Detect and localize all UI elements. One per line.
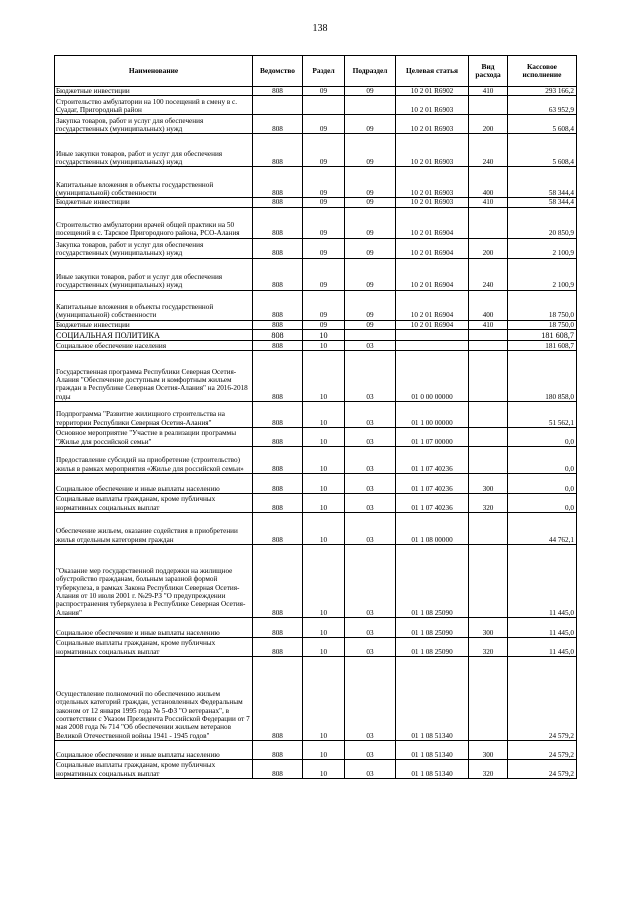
table-row	[55, 134, 577, 167]
table-row	[55, 493, 577, 512]
cell-expense-type: 300	[469, 617, 508, 637]
cell-expense-type: 410	[469, 87, 508, 96]
cell-target-article: 10 2 01 R6904	[396, 290, 469, 320]
cell-department: 808	[253, 258, 303, 290]
cell-department: 808	[253, 512, 303, 544]
cell-cash-execution: 181 608,7	[508, 329, 577, 340]
cell-department: 808	[253, 290, 303, 320]
cell-expense-type: 400	[469, 290, 508, 320]
cell-subsection: 09	[345, 320, 396, 329]
cell-section: 10	[303, 340, 345, 350]
cell-subsection: 09	[345, 238, 396, 258]
cell-subsection: 03	[345, 427, 396, 446]
cell-name: Государственная программа Республики Северная Осетия-Алания "Обеспечение доступным и комфортным жильем граждан в Республике Северная Осетия-Алания" на 2016-2018 годы	[55, 350, 253, 401]
cell-subsection: 09	[345, 134, 396, 167]
cell-section: 10	[303, 401, 345, 427]
cell-name: "Оказание мер государственной поддержки на жилищное обустройство гражданам, больным заразной формой туберкулеза, в рамках Закона Республики Северная Осетия-Алания от 10 июля 2001 г. №29-РЗ "О предупреждении распространения туберкулеза в Республике Северная Осетия-Алания"	[55, 544, 253, 617]
cell-name: Социальные выплаты гражданам, кроме публичных нормативных социальных выплат	[55, 637, 253, 656]
cell-target-article: 01 1 08 00000	[396, 512, 469, 544]
cell-department: 808	[253, 544, 303, 617]
cell-name: Социальные выплаты гражданам, кроме публичных нормативных социальных выплат	[55, 759, 253, 778]
cell-subsection: 03	[345, 637, 396, 656]
cell-name: Бюджетные инвестиции	[55, 320, 253, 329]
cell-section: 09	[303, 198, 345, 207]
table-row	[55, 238, 577, 258]
cell-section: 10	[303, 446, 345, 473]
cell-cash-execution: 0,0	[508, 473, 577, 493]
cell-name: Закупка товаров, работ и услуг для обеспечения государственных (муниципальных) нужд	[55, 115, 253, 134]
cell-name: Строительство амбулатории на 100 посещений в смену в с. Суадаг, Пригородный район	[55, 96, 253, 115]
cell-section: 10	[303, 637, 345, 656]
table-row	[55, 637, 577, 656]
cell-target-article: 01 1 08 51340	[396, 656, 469, 740]
cell-subsection: 03	[345, 493, 396, 512]
cell-section: 09	[303, 320, 345, 329]
cell-expense-type: 320	[469, 493, 508, 512]
cell-department: 808	[253, 340, 303, 350]
cell-target-article: 01 1 08 51340	[396, 740, 469, 759]
cell-cash-execution: 20 850,9	[508, 207, 577, 238]
cell-name: Обеспечение жильем, оказание содействия в приобретении жилья отдельным категориям граждан	[55, 512, 253, 544]
cell-department: 808	[253, 493, 303, 512]
col-header-target-article: Целевая статья	[396, 56, 469, 87]
cell-name: Социальное обеспечение и иные выплаты населению	[55, 473, 253, 493]
cell-section: 09	[303, 290, 345, 320]
cell-department: 808	[253, 87, 303, 96]
table-row	[55, 115, 577, 134]
cell-target-article: 01 0 00 00000	[396, 350, 469, 401]
cell-expense-type	[469, 401, 508, 427]
table-row	[55, 512, 577, 544]
cell-name: СОЦИАЛЬНАЯ ПОЛИТИКА	[55, 329, 253, 340]
col-header-name: Наименование	[55, 56, 253, 87]
cell-name: Социальное обеспечение и иные выплаты населению	[55, 617, 253, 637]
cell-department: 808	[253, 115, 303, 134]
table-header-row	[55, 56, 577, 87]
cell-expense-type: 400	[469, 167, 508, 198]
cell-section: 10	[303, 740, 345, 759]
cell-expense-type: 320	[469, 759, 508, 778]
cell-cash-execution: 24 579,2	[508, 740, 577, 759]
cell-section: 10	[303, 656, 345, 740]
cell-department: 808	[253, 740, 303, 759]
col-header-subsection: Подраздел	[345, 56, 396, 87]
cell-subsection: 03	[345, 340, 396, 350]
cell-cash-execution: 2 100,9	[508, 258, 577, 290]
cell-department: 808	[253, 427, 303, 446]
cell-target-article: 10 2 01 R6903	[396, 198, 469, 207]
table-row	[55, 87, 577, 96]
cell-section: 10	[303, 759, 345, 778]
cell-subsection: 09	[345, 207, 396, 238]
cell-cash-execution: 18 750,0	[508, 290, 577, 320]
cell-expense-type	[469, 207, 508, 238]
col-header-expense-type: Вид расхода	[469, 56, 508, 87]
cell-target-article: 01 1 07 40236	[396, 493, 469, 512]
cell-expense-type	[469, 446, 508, 473]
cell-expense-type	[469, 329, 508, 340]
cell-section: 10	[303, 617, 345, 637]
cell-expense-type: 300	[469, 740, 508, 759]
cell-expense-type: 200	[469, 238, 508, 258]
cell-section: 09	[303, 87, 345, 96]
cell-section: 10	[303, 473, 345, 493]
cell-department: 808	[253, 656, 303, 740]
cell-cash-execution: 44 762,1	[508, 512, 577, 544]
cell-subsection: 03	[345, 617, 396, 637]
table-row	[55, 401, 577, 427]
cell-section: 10	[303, 427, 345, 446]
cell-cash-execution: 5 608,4	[508, 115, 577, 134]
cell-expense-type	[469, 350, 508, 401]
cell-name: Капитальные вложения в объекты государственной (муниципальной) собственности	[55, 290, 253, 320]
cell-target-article: 01 1 08 25090	[396, 637, 469, 656]
table-row	[55, 207, 577, 238]
cell-department: 808	[253, 759, 303, 778]
cell-cash-execution: 24 579,2	[508, 656, 577, 740]
cell-section: 09	[303, 167, 345, 198]
cell-cash-execution: 58 344,4	[508, 167, 577, 198]
cell-section: 09	[303, 207, 345, 238]
table-row	[55, 544, 577, 617]
cell-name: Социальное обеспечение населения	[55, 340, 253, 350]
cell-target-article: 10 2 01 R6902	[396, 87, 469, 96]
cell-name: Бюджетные инвестиции	[55, 198, 253, 207]
cell-name: Капитальные вложения в объекты государственной (муниципальной) собственности	[55, 167, 253, 198]
cell-department: 808	[253, 473, 303, 493]
cell-expense-type	[469, 656, 508, 740]
cell-department: 808	[253, 329, 303, 340]
cell-target-article: 10 2 01 R6904	[396, 207, 469, 238]
col-header-cash-execution: Кассовое исполнение	[508, 56, 577, 87]
cell-target-article: 10 2 01 R6904	[396, 320, 469, 329]
cell-name: Социальные выплаты гражданам, кроме публичных нормативных социальных выплат	[55, 493, 253, 512]
cell-department: 808	[253, 350, 303, 401]
cell-cash-execution: 0,0	[508, 493, 577, 512]
cell-department: 808	[253, 198, 303, 207]
cell-section: 09	[303, 238, 345, 258]
cell-name: Предоставление субсидий на приобретение (строительство) жилья в рамках мероприятия «Жилье для российской семьи»	[55, 446, 253, 473]
cell-department: 808	[253, 401, 303, 427]
table-row	[55, 617, 577, 637]
cell-department: 808	[253, 167, 303, 198]
cell-subsection: 09	[345, 290, 396, 320]
cell-cash-execution: 11 445,0	[508, 544, 577, 617]
cell-section: 10	[303, 493, 345, 512]
cell-expense-type	[469, 512, 508, 544]
cell-subsection: 03	[345, 512, 396, 544]
table-row	[55, 290, 577, 320]
table-row	[55, 740, 577, 759]
cell-expense-type: 320	[469, 637, 508, 656]
cell-cash-execution: 11 445,0	[508, 617, 577, 637]
cell-cash-execution: 181 608,7	[508, 340, 577, 350]
cell-subsection: 09	[345, 167, 396, 198]
cell-expense-type: 300	[469, 473, 508, 493]
cell-section: 10	[303, 329, 345, 340]
table-row	[55, 446, 577, 473]
cell-cash-execution: 0,0	[508, 446, 577, 473]
cell-department: 808	[253, 446, 303, 473]
table-row	[55, 96, 577, 115]
cell-name: Строительство амбулатории врачей общей практики на 50 посещений в с. Тарское Пригородного района, РСО-Алания	[55, 207, 253, 238]
cell-subsection: 03	[345, 350, 396, 401]
cell-subsection: 03	[345, 446, 396, 473]
cell-cash-execution: 2 100,9	[508, 238, 577, 258]
cell-cash-execution: 51 562,1	[508, 401, 577, 427]
cell-section: 09	[303, 115, 345, 134]
cell-expense-type	[469, 427, 508, 446]
page-number: 138	[312, 23, 328, 34]
col-header-department: Ведомство	[253, 56, 303, 87]
cell-target-article	[396, 329, 469, 340]
cell-target-article: 01 1 08 25090	[396, 617, 469, 637]
cell-name: Осуществление полномочий по обеспечению жильем отдельных категорий граждан, установленных Федеральным законом от 12 января 1995 года № 5-ФЗ "О ветеранах", в соответствии с Указом Президента Российской Федерации от 7 мая 2008 года № 714 "Об обеспечении жильем ветеранов Великой Отечественной войны 1941 - 1945 годов"	[55, 656, 253, 740]
cell-cash-execution: 180 858,0	[508, 350, 577, 401]
cell-subsection: 03	[345, 759, 396, 778]
cell-subsection: 09	[345, 87, 396, 96]
cell-cash-execution: 0,0	[508, 427, 577, 446]
table-row	[55, 167, 577, 198]
cell-subsection	[345, 96, 396, 115]
cell-expense-type: 410	[469, 198, 508, 207]
cell-subsection: 03	[345, 544, 396, 617]
cell-section: 09	[303, 134, 345, 167]
cell-target-article	[396, 340, 469, 350]
table-row	[55, 198, 577, 207]
cell-target-article: 01 1 07 40236	[396, 473, 469, 493]
cell-expense-type: 200	[469, 115, 508, 134]
cell-department: 808	[253, 637, 303, 656]
cell-department: 808	[253, 207, 303, 238]
cell-section: 09	[303, 258, 345, 290]
table-row	[55, 258, 577, 290]
cell-subsection: 09	[345, 258, 396, 290]
cell-cash-execution: 63 952,9	[508, 96, 577, 115]
cell-department	[253, 96, 303, 115]
col-header-section: Раздел	[303, 56, 345, 87]
table-row	[55, 320, 577, 329]
table-row	[55, 350, 577, 401]
cell-name: Основное мероприятие "Участие в реализации программы "Жилье для российской семьи"	[55, 427, 253, 446]
table-row	[55, 329, 577, 340]
cell-expense-type	[469, 340, 508, 350]
cell-subsection	[345, 329, 396, 340]
cell-cash-execution: 11 445,0	[508, 637, 577, 656]
cell-department: 808	[253, 320, 303, 329]
cell-target-article: 10 2 01 R6904	[396, 238, 469, 258]
cell-expense-type	[469, 96, 508, 115]
cell-section: 10	[303, 512, 345, 544]
cell-target-article: 01 1 08 51340	[396, 759, 469, 778]
table-row	[55, 473, 577, 493]
table-row	[55, 759, 577, 778]
cell-name: Подпрограмма "Развитие жилищного строительства на территории Республики Северная Осетия-Алания"	[55, 401, 253, 427]
cell-subsection: 03	[345, 656, 396, 740]
table-row	[55, 656, 577, 740]
cell-target-article: 10 2 01 R6903	[396, 134, 469, 167]
cell-target-article: 10 2 01 R6903	[396, 167, 469, 198]
cell-cash-execution: 24 579,2	[508, 759, 577, 778]
cell-target-article: 10 2 01 R6904	[396, 258, 469, 290]
budget-table	[54, 55, 577, 779]
cell-subsection: 03	[345, 473, 396, 493]
cell-subsection: 09	[345, 115, 396, 134]
table-row	[55, 427, 577, 446]
cell-section: 10	[303, 544, 345, 617]
cell-expense-type	[469, 544, 508, 617]
cell-target-article: 10 2 01 R6903	[396, 96, 469, 115]
cell-target-article: 10 2 01 R6903	[396, 115, 469, 134]
cell-cash-execution: 18 750,0	[508, 320, 577, 329]
cell-name: Иные закупки товаров, работ и услуг для обеспечения государственных (муниципальных) нужд	[55, 134, 253, 167]
cell-cash-execution: 293 166,2	[508, 87, 577, 96]
cell-target-article: 01 1 07 00000	[396, 427, 469, 446]
cell-expense-type: 410	[469, 320, 508, 329]
cell-department: 808	[253, 617, 303, 637]
cell-subsection: 09	[345, 198, 396, 207]
cell-target-article: 01 1 07 40236	[396, 446, 469, 473]
cell-section: 10	[303, 350, 345, 401]
cell-name: Бюджетные инвестиции	[55, 87, 253, 96]
cell-target-article: 01 1 08 25090	[396, 544, 469, 617]
cell-department: 808	[253, 134, 303, 167]
cell-cash-execution: 5 608,4	[508, 134, 577, 167]
cell-name: Социальное обеспечение и иные выплаты населению	[55, 740, 253, 759]
cell-target-article: 01 1 00 00000	[396, 401, 469, 427]
cell-expense-type: 240	[469, 258, 508, 290]
cell-cash-execution: 58 344,4	[508, 198, 577, 207]
table-row	[55, 340, 577, 350]
cell-department: 808	[253, 238, 303, 258]
cell-section	[303, 96, 345, 115]
cell-name: Закупка товаров, работ и услуг для обеспечения государственных (муниципальных) нужд	[55, 238, 253, 258]
cell-name: Иные закупки товаров, работ и услуг для обеспечения государственных (муниципальных) нужд	[55, 258, 253, 290]
cell-subsection: 03	[345, 401, 396, 427]
cell-subsection: 03	[345, 740, 396, 759]
cell-expense-type: 240	[469, 134, 508, 167]
